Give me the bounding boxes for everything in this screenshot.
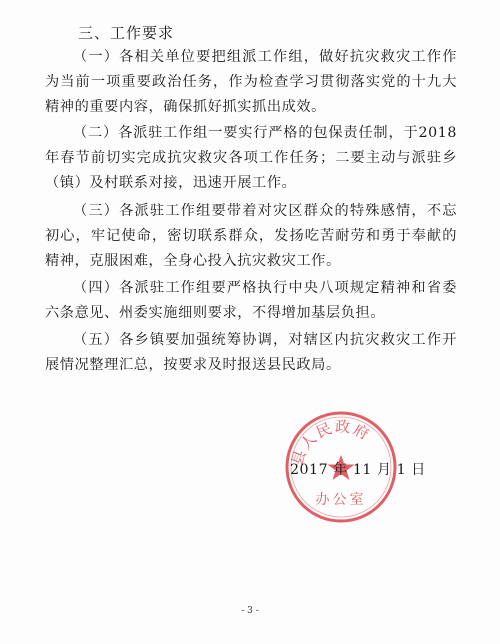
- page-number: - 3 -: [241, 606, 259, 616]
- paragraph-2: （二）各派驻工作组一要实行严格的包保责任制，于2018年春节前切实完成抗灾救灾各项工作任务；二要主动与派驻乡（镇）及村联系对接，迅速开展工作。: [45, 125, 457, 191]
- paragraph-5: （五）各乡镇要加强统筹协调，对辖区内抗灾救灾工作开展情况整理汇总，按要求及时报送县民政局。: [45, 332, 457, 373]
- paragraph-3: （三）各派驻工作组要带着对灾区群众的特殊感情，不忘初心，牢记使命，密切联系群众，发扬吃苦耐劳和勇于奉献的精神，克服困难，全身心投入抗灾救灾工作。: [45, 203, 457, 269]
- svg-text:县人民政府: 县人民政府: [288, 417, 374, 469]
- document-date: 2017 年 11 月 1 日: [290, 462, 426, 478]
- paragraph-1: （一）各相关单位要把组派工作组，做好抗灾救灾工作作为当前一项重要政治任务，作为检查学习贯彻落实党的十九大精神的重要内容，确保抓好抓实抓出成效。: [45, 49, 457, 115]
- section-heading: 三、工作要求: [78, 24, 175, 42]
- paragraph-4: （四）各派驻工作组要严格执行中央八项规定精神和省委六条意见、州委实施细则要求，不得增加基层负担。: [45, 280, 457, 321]
- svg-text:办公室: 办公室: [315, 492, 367, 508]
